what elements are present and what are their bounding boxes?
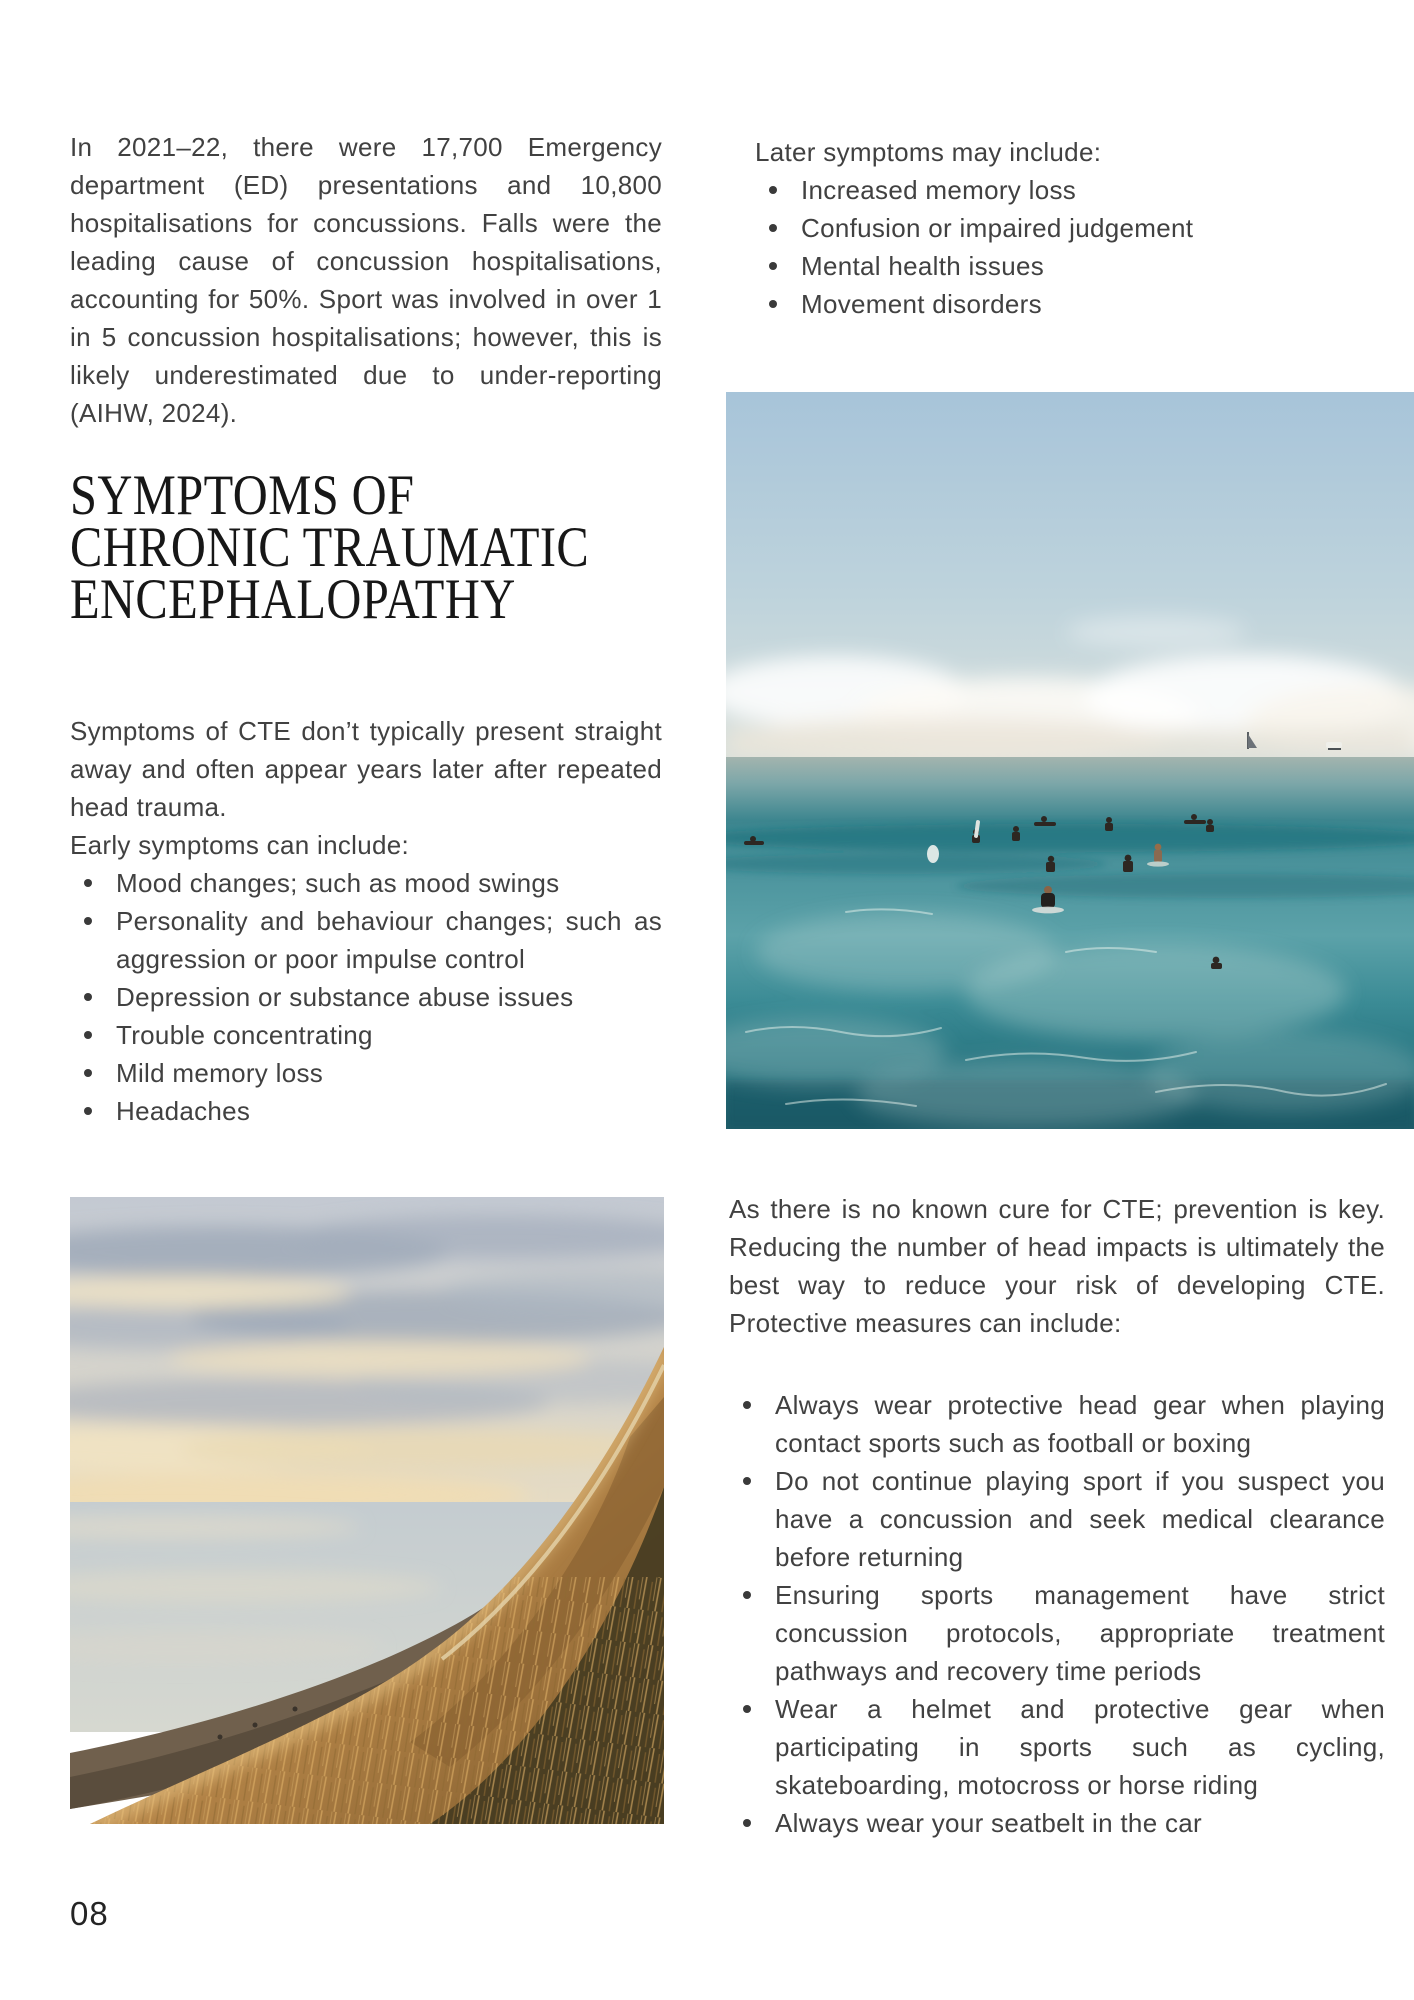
list-item: Personality and behaviour changes; such as aggression or poor impulse control [70,902,662,978]
bullet-dot-icon [84,1069,92,1077]
protective-measures-list [729,1386,1385,1842]
bullet-dot-icon [769,300,777,308]
bullet-dot-icon [84,993,92,1001]
prevention-block [729,1190,1385,1842]
bullet-dot-icon [743,1591,751,1599]
list-item: Mental health issues [755,247,1345,285]
section-heading [70,464,670,631]
list-item: Do not continue playing sport if you suspect you have a concussion and seek medical clearance before returning [729,1462,1385,1576]
bullet-dot-icon [84,1107,92,1115]
bullet-dot-icon [769,186,777,194]
list-item: Increased memory loss [755,171,1345,209]
list-item: Depression or substance abuse issues [70,978,662,1016]
list-item: Always wear your seatbelt in the car [729,1804,1385,1842]
coastline-sunset-photo [70,1197,664,1824]
heading-line-1: SYMPTOMS OF [70,464,415,527]
motorboat-icon [1326,742,1342,750]
symptoms-paragraph: Symptoms of CTE don’t typically present straight away and often appear years later after repeated head trauma. [70,716,662,822]
symptoms-block [70,712,662,1130]
list-item: Ensuring sports management have strict concussion protocols, appropriate treatment pathways and recovery time periods [729,1576,1385,1690]
prevention-paragraph: As there is no known cure for CTE; prevention is key. Reducing the number of head impacts is ultimately the best way to reduce your risk of developing CTE. Protective measures can include: [729,1194,1385,1338]
bullet-dot-icon [743,1401,751,1409]
bullet-dot-icon [84,1031,92,1039]
later-symptoms-block [755,133,1345,323]
later-symptoms-label: Later symptoms may include: [755,137,1102,167]
ocean-surfers-photo-art [726,392,1414,1129]
bullet-dot-icon [769,262,777,270]
intro-paragraph: In 2021–22, there were 17,700 Emergency department (ED) presentations and 10,800 hospitalisations for concussions. Falls were the leading cause of concussion hospitalisations, accounting for 50%. Sport was involved in over 1 in 5 concussion hospitalisations; however, this is likely underestimated due to under-reporting (AIHW, 2024). [70,132,662,428]
ocean-surfers-photo [726,392,1414,1129]
list-item: Movement disorders [755,285,1345,323]
early-symptoms-label: Early symptoms can include: [70,830,410,860]
page-number: 08 [70,1895,109,1932]
bullet-dot-icon [84,917,92,925]
list-item: Trouble concentrating [70,1016,662,1054]
bullet-dot-icon [84,879,92,887]
coastline-sunset-photo-art [70,1197,664,1824]
list-item: Headaches [70,1092,662,1130]
heading-line-2: CHRONIC TRAUMATIC [70,516,590,579]
list-item: Always wear protective head gear when playing contact sports such as football or boxing [729,1386,1385,1462]
list-item: Mild memory loss [70,1054,662,1092]
list-item: Confusion or impaired judgement [755,209,1345,247]
heading-line-3: ENCEPHALOPATHY [70,568,516,631]
bullet-dot-icon [769,224,777,232]
bullet-dot-icon [743,1705,751,1713]
list-item: Mood changes; such as mood swings [70,864,662,902]
bullet-dot-icon [743,1477,751,1485]
early-symptoms-list [70,864,662,1130]
list-item: Wear a helmet and protective gear when participating in sports such as cycling, skateboarding, motocross or horse riding [729,1690,1385,1804]
bullet-dot-icon [743,1819,751,1827]
later-symptoms-list [755,171,1345,323]
